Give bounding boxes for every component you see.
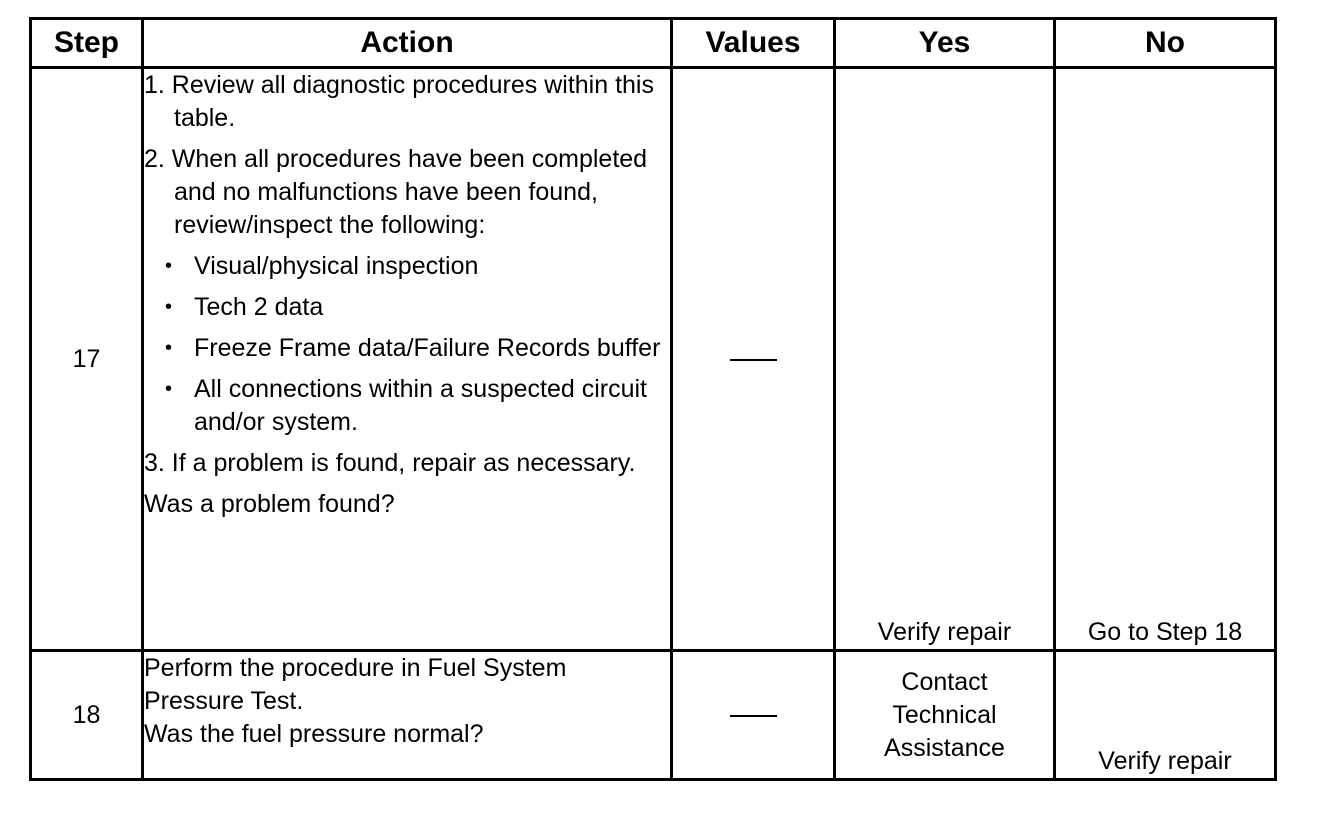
bullet-icon: • (165, 378, 173, 400)
values-cell (672, 68, 835, 651)
table-row-step-18 (31, 651, 1276, 780)
step-number: 18 (31, 651, 143, 780)
action-cell (143, 651, 672, 780)
no-cell: Verify repair (1055, 651, 1276, 780)
yes-cell: Verify repair (835, 68, 1055, 651)
bullet-text: Freeze Frame data/Failure Records buffer (194, 334, 661, 362)
bullet-icon: • (165, 255, 173, 277)
header-step: Step (31, 19, 143, 68)
action-text: Perform the procedure in Fuel System Pressure Test. (144, 654, 567, 715)
action-cell (143, 68, 672, 651)
yes-cell (835, 651, 1055, 780)
empty-value-dash (730, 715, 777, 717)
no-cell: Go to Step 18 (1055, 68, 1276, 651)
bullet-item (144, 332, 670, 365)
action-question: Was the fuel pressure normal? (144, 720, 484, 748)
bullet-text: All connections within a suspected circuit and/or system. (194, 375, 648, 436)
header-row (31, 19, 1276, 68)
diagnostic-table (29, 17, 1277, 781)
values-cell (672, 651, 835, 780)
header-no: No (1055, 19, 1276, 68)
bullet-icon: • (165, 296, 173, 318)
header-yes: Yes (835, 19, 1055, 68)
action-item: 1. Review all diagnostic procedures within this table. (144, 71, 654, 132)
bullet-text: Visual/physical inspection (194, 252, 479, 280)
yes-text: Contact Technical Assistance (884, 667, 1005, 762)
action-item: 3. If a problem is found, repair as necessary. (144, 449, 636, 477)
header-values: Values (672, 19, 835, 68)
bullet-item (144, 291, 670, 324)
table-row-step-17 (31, 68, 1276, 651)
empty-value-dash (730, 359, 777, 361)
bullet-item (144, 250, 670, 283)
bullet-item (144, 373, 670, 439)
header-action: Action (143, 19, 672, 68)
step-number: 17 (31, 68, 143, 651)
bullet-icon: • (165, 337, 173, 359)
action-item: 2. When all procedures have been completed and no malfunctions have been found, review/inspect the following: (144, 145, 648, 239)
action-question: Was a problem found? (144, 490, 395, 518)
bullet-text: Tech 2 data (194, 293, 324, 321)
